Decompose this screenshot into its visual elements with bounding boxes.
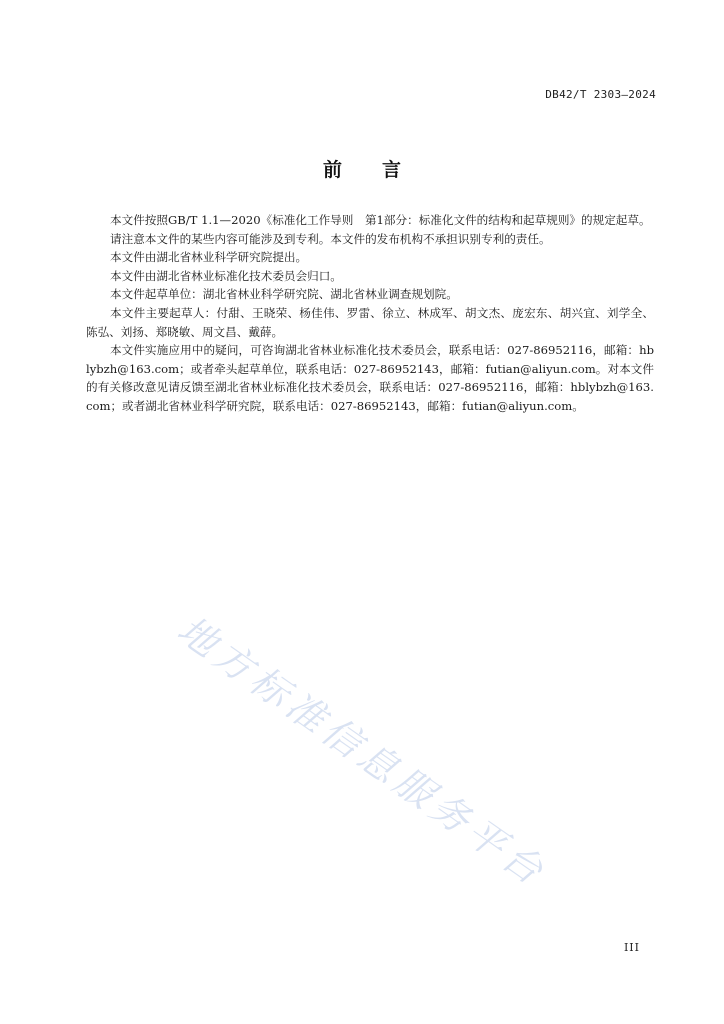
- paragraph-drafting-units: 本文件起草单位：湖北省林业科学研究院、湖北省林业调查规划院。: [110, 287, 458, 302]
- paragraph-patent-notice: 请注意本文件的某些内容可能涉及到专利。本文件的发布机构不承担识别专利的责任。: [110, 231, 551, 246]
- watermark-text: 地方标准信息服务平台: [169, 607, 556, 896]
- paragraph-proposer: 本文件由湖北省林业科学研究院提出。: [110, 250, 308, 265]
- paragraph-drafting-rules: 本文件按照GB/T 1.1—2020《标准化工作导则 第1部分：标准化文件的结构和起草规则》的规定起草。: [110, 213, 651, 227]
- page-number: III: [623, 941, 640, 954]
- page-title: 前言: [322, 159, 441, 181]
- foreword-body: [86, 211, 654, 416]
- paragraph-contact: 本文件实施应用中的疑问，可咨询湖北省林业标准化技术委员会，联系电话：027-86952116，邮箱：hblybzh@163.com；或者牵头起草单位，联系电话：027-86952143，邮箱：futian@aliyun.com。对本文件的有关修改意见请反馈至湖北省林业标准化技术委员会，联系电话：027-86952116，邮箱：hblybzh@163.com；或者湖北省林业科学研究院，联系电话：027-86952143，邮箱：futian@aliyun.com。: [86, 343, 654, 413]
- paragraph-committee: 本文件由湖北省林业标准化技术委员会归口。: [110, 268, 342, 283]
- paragraph-drafters: 本文件主要起草人：付甜、王晓荣、杨佳伟、罗雷、徐立、林成军、胡文杰、庞宏东、胡兴宜、刘学全、陈弘、刘扬、郑晓敏、周文昌、戴薛。: [86, 305, 654, 339]
- document-code: DB42/T 2303—2024: [545, 88, 656, 101]
